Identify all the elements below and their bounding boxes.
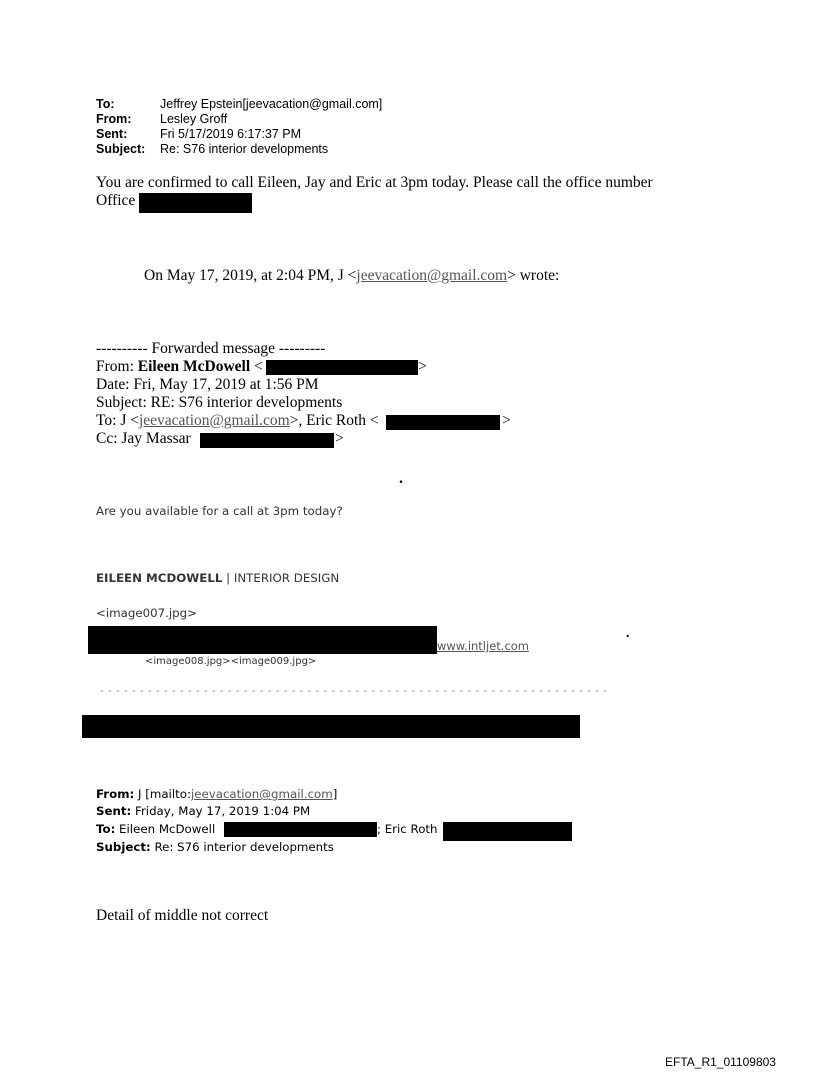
redaction-block xyxy=(88,626,437,654)
intljet-link[interactable]: www.intljet.com xyxy=(437,639,529,653)
forwarded-from-line xyxy=(96,358,263,376)
redaction-block xyxy=(224,822,377,837)
forwarded-to-line xyxy=(96,412,379,430)
forwarded-to-close: > xyxy=(502,412,511,429)
image-placeholder-007: <image007.jpg> xyxy=(96,606,198,620)
redaction-block xyxy=(139,193,252,213)
header-from-value: Lesley Groff xyxy=(160,112,228,126)
header-sent-label: Sent: xyxy=(96,127,128,141)
quote-suffix: > wrote: xyxy=(507,267,560,284)
forwarded-from-open: < xyxy=(250,358,263,375)
signature-line xyxy=(96,571,339,585)
header-from-row xyxy=(96,112,131,127)
original-subject-line xyxy=(96,840,334,854)
forwarded-to-prefix: To: J < xyxy=(96,412,139,429)
header-subject-row xyxy=(96,142,145,157)
original-from-prefix: J [mailto: xyxy=(134,787,191,801)
header-from-label: From: xyxy=(96,112,132,126)
forwarded-cc-line: Cc: Jay Massar xyxy=(96,430,191,447)
forwarded-heading: ---------- Forwarded message --------- xyxy=(96,340,326,357)
forwarded-subject: Subject: RE: S76 interior developments xyxy=(96,394,343,411)
header-to-value: Jeffrey Epstein[jeevacation@gmail.com] xyxy=(160,97,383,111)
stray-dot: . xyxy=(399,470,403,487)
original-to-value: Eileen McDowell xyxy=(115,822,216,836)
original-sent-line xyxy=(96,804,310,818)
redaction-block xyxy=(200,433,334,448)
original-from-suffix: ] xyxy=(332,787,338,801)
original-subject-value: Re: S76 interior developments xyxy=(150,840,334,854)
signature-title: | INTERIOR DESIGN xyxy=(222,571,340,585)
redaction-block xyxy=(386,415,500,430)
forwarded-from-name: Eileen McDowell xyxy=(137,358,251,375)
original-sent-value: Friday, May 17, 2019 1:04 PM xyxy=(131,804,311,818)
original-sent-label: Sent: xyxy=(96,804,132,818)
forwarded-to-email-link[interactable]: jeevacation@gmail.com xyxy=(138,412,290,429)
original-from-line xyxy=(96,787,337,801)
closing-line: Detail of middle not correct xyxy=(96,907,269,924)
header-sent-row xyxy=(96,127,127,142)
image-placeholders-008-009: <image008.jpg><image009.jpg> xyxy=(145,656,317,667)
forwarded-from-prefix: From: xyxy=(96,358,138,375)
signature-name: EILEEN MCDOWELL xyxy=(96,571,223,585)
redaction-block xyxy=(82,715,580,738)
quote-email-link[interactable]: jeevacation@gmail.com xyxy=(356,267,508,284)
forwarded-to-mid: >, Eric Roth < xyxy=(289,412,379,429)
forwarded-date: Date: Fri, May 17, 2019 at 1:56 PM xyxy=(96,376,319,393)
body-line-1: You are confirmed to call Eileen, Jay and Eric at 3pm today. Please call the office number xyxy=(96,174,653,191)
quote-line xyxy=(144,267,559,285)
original-subject-label: Subject: xyxy=(96,840,151,854)
original-to-mid: ; Eric Roth xyxy=(377,822,438,836)
original-from-email-link[interactable]: jeevacation@gmail.com xyxy=(190,787,333,801)
redaction-block xyxy=(443,822,572,841)
header-subject-value: Re: S76 interior developments xyxy=(160,142,329,156)
message-question: Are you available for a call at 3pm today? xyxy=(96,504,343,518)
footer-document-id: EFTA_R1_01109803 xyxy=(665,1055,776,1069)
header-sent-value: Fri 5/17/2019 6:17:37 PM xyxy=(160,127,302,141)
stray-dot: . xyxy=(626,626,630,641)
original-from-label: From: xyxy=(96,787,135,801)
body-line-2: Office xyxy=(96,192,136,209)
header-to-label: To: xyxy=(96,97,115,111)
forwarded-cc-close: > xyxy=(335,430,344,447)
quote-prefix: On May 17, 2019, at 2:04 PM, J < xyxy=(144,267,357,284)
dashed-separator: - - - - - - - - - - - - - - - - - - - - - - - - - - - - - - - - - - - - - - - - - - - - - - - - - - - - - - - - - - - - - - - - xyxy=(100,686,608,697)
header-subject-label: Subject: xyxy=(96,142,146,156)
original-to-line xyxy=(96,822,215,836)
original-to-label: To: xyxy=(96,822,116,836)
header-to-row xyxy=(96,97,115,112)
redaction-block xyxy=(266,360,418,375)
forwarded-from-close: > xyxy=(418,358,427,375)
